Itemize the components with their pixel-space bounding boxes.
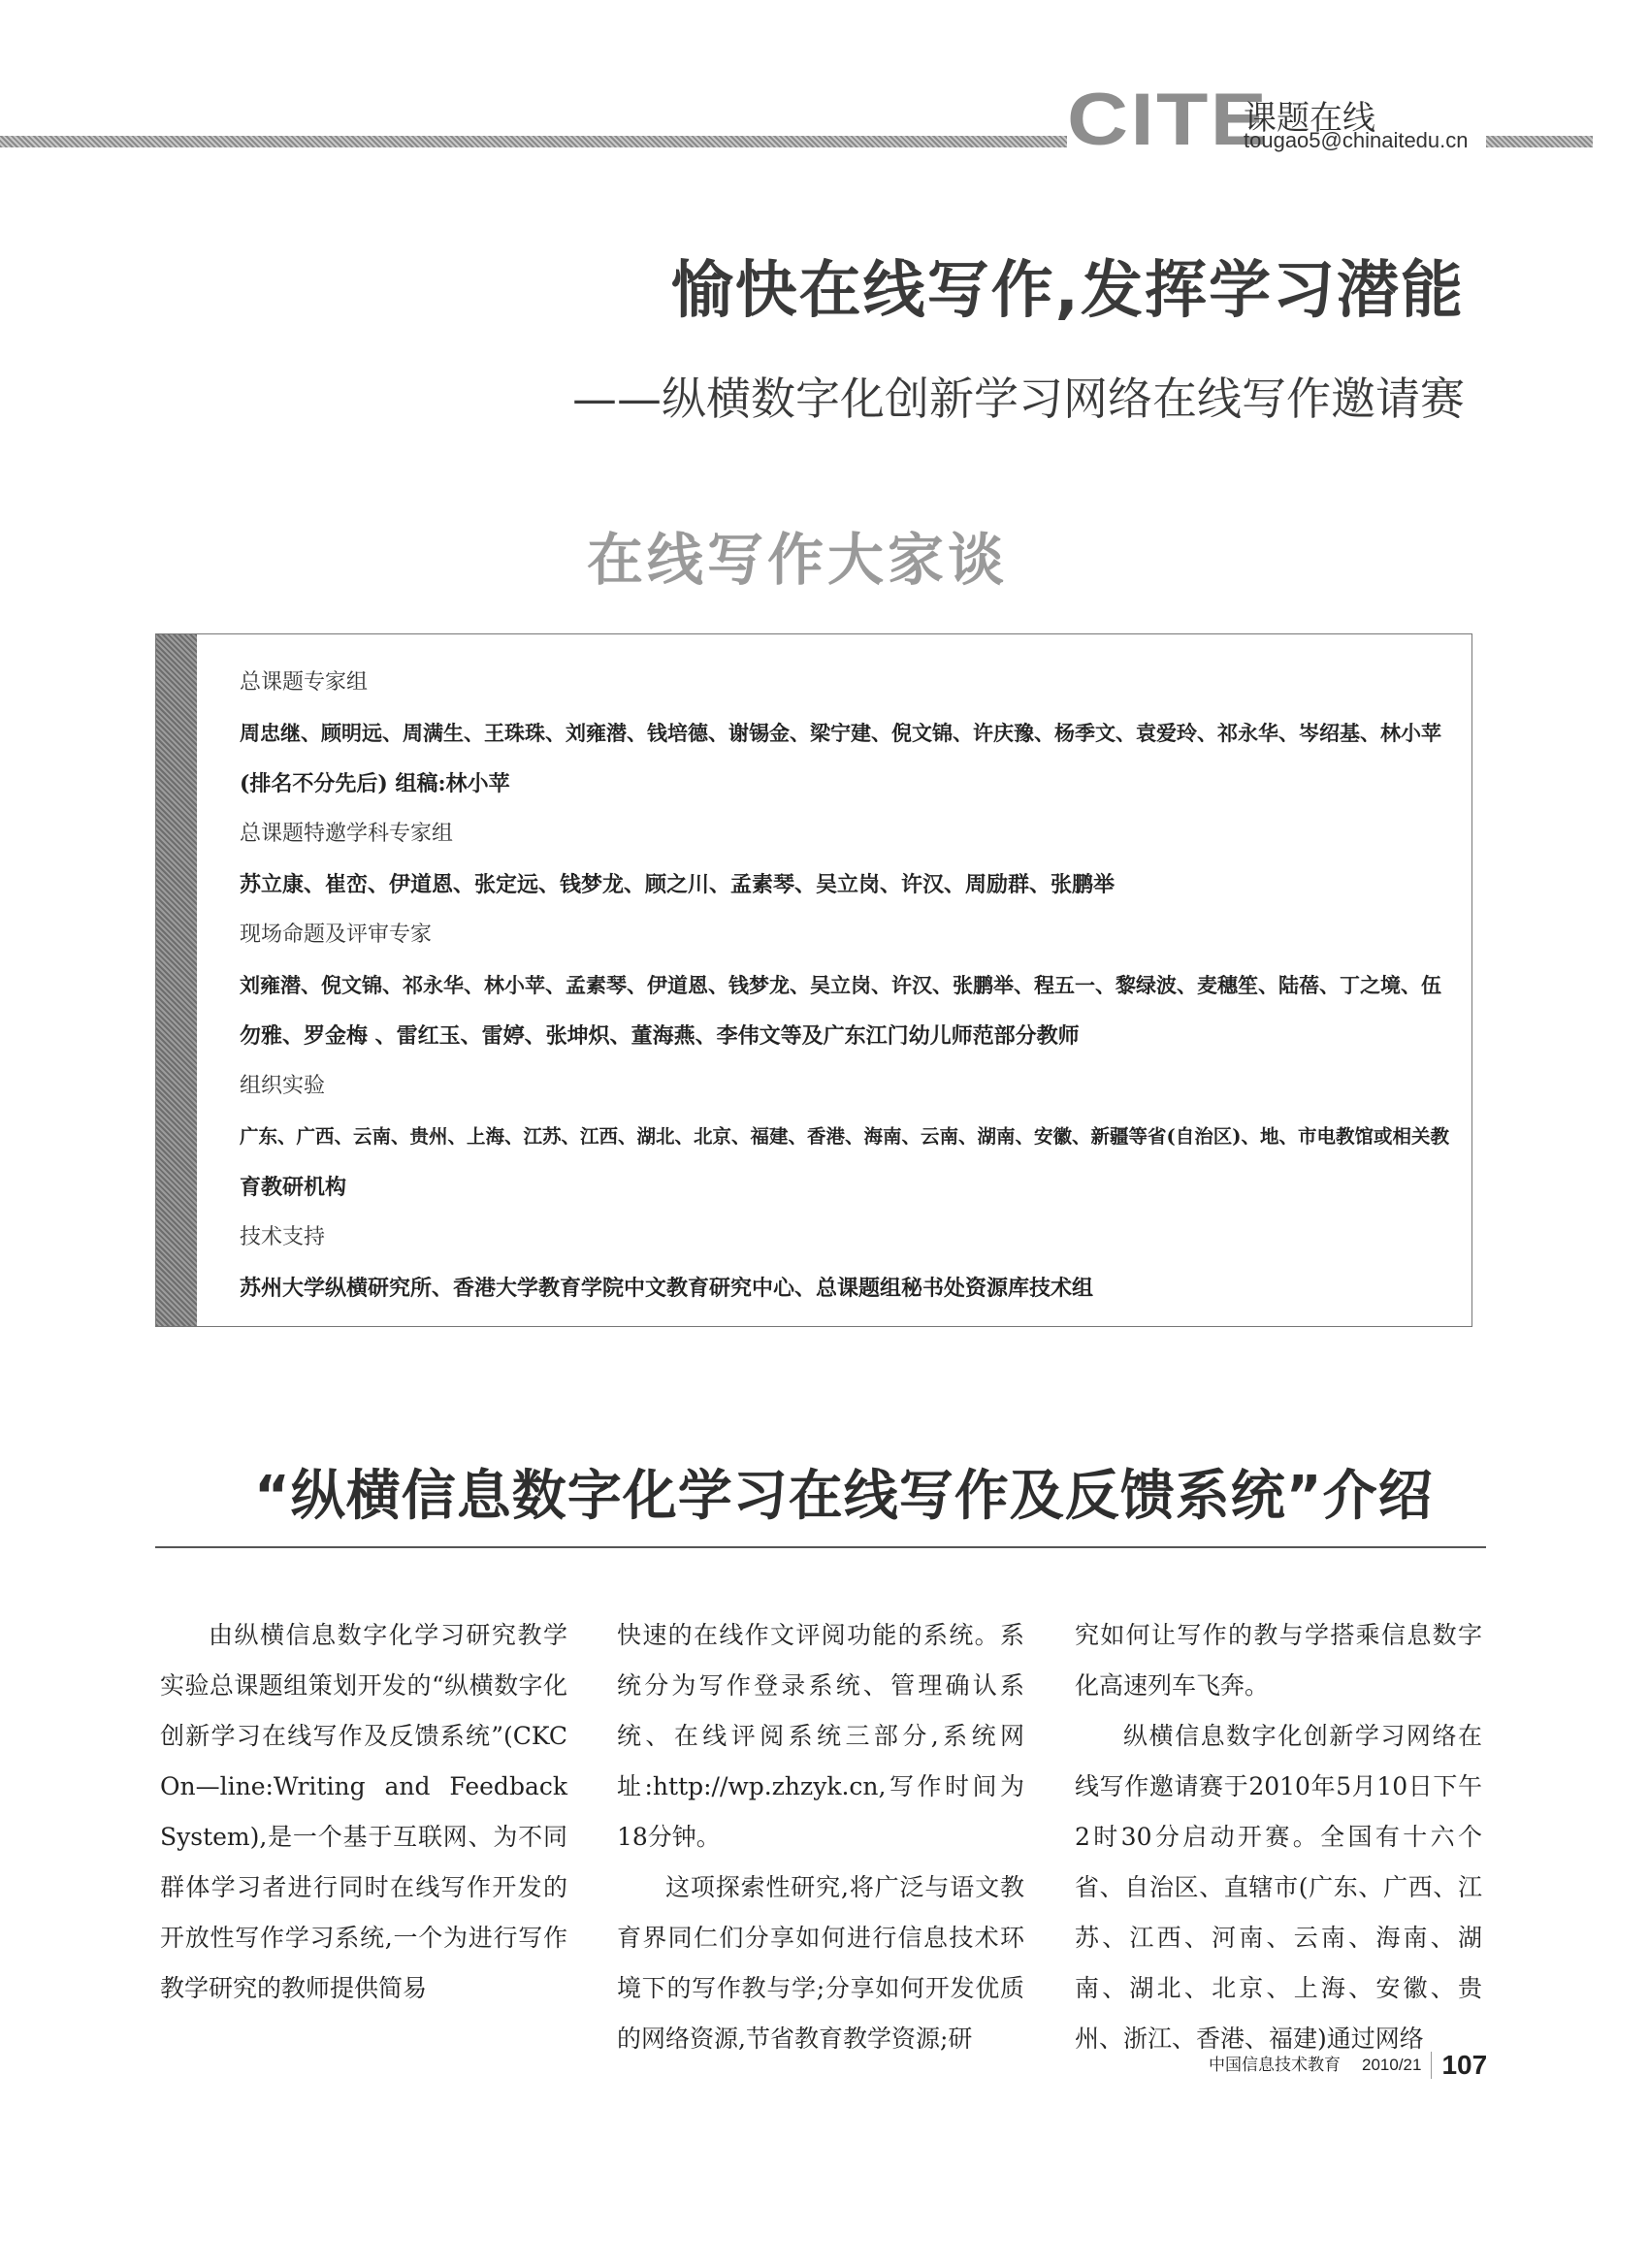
article-subtitle: ——纵横数字化创新学习网络在线写作邀请赛 xyxy=(572,373,1465,425)
group-line: 刘雍潜、倪文锦、祁永华、林小苹、孟素琴、伊道恩、钱梦龙、吴立岗、许汉、张鹏举、程五一、黎绿波、麦穗笙、陆蓓、丁之境、伍 xyxy=(240,973,1441,997)
credits-box xyxy=(155,633,1472,1327)
group-line: 勿雅、罗金梅 、雷红玉、雷婷、张坤炽、董海燕、李伟文等及广东江门幼儿师范部分教师 xyxy=(240,1023,1080,1049)
cite-logo: CITE xyxy=(1067,79,1270,161)
article-title: 愉快在线写作,发挥学习潜能 xyxy=(670,255,1465,327)
body-column-3 xyxy=(1075,1610,1482,2064)
paragraph: 这项探索性研究,将广泛与语文教育界同仁们分享如何进行信息技术环境下的写作教与学;分享如何开发优质的网络资源,节省教育教学资源;研 xyxy=(617,1873,1024,2053)
credits-box-bar xyxy=(156,634,197,1326)
publication-name: 中国信息技术教育 xyxy=(1209,2056,1341,2075)
paragraph: 究如何让写作的教与学搭乘信息数字化高速列车飞奔。 xyxy=(1075,1621,1482,1700)
group-title: 总课题专家组 xyxy=(240,670,369,695)
page-number: 107 xyxy=(1441,2050,1488,2080)
group-title: 技术支持 xyxy=(240,1225,326,1249)
paragraph: 纵横信息数字化创新学习网络在线写作邀请赛于2010年5月10日下午2时30分启动开赛。全国有十六个省、自治区、直辖市(广东、广西、江苏、江西、河南、云南、海南、湖南、湖北、北京、上海、安徽、贵州、浙江、香港、福建)通过网络 xyxy=(1075,1722,1482,2053)
body-column-2 xyxy=(617,1610,1024,2064)
group-line: 广东、广西、云南、贵州、上海、江苏、江西、湖北、北京、福建、香港、海南、云南、湖南、安徽、新疆等省(自治区)、地、市电教馆或相关教 xyxy=(240,1125,1449,1148)
contact-email: tougao5@chinaitedu.cn xyxy=(1244,128,1469,152)
group-line: 周忠继、顾明远、周满生、王珠珠、刘雍潜、钱培德、谢锡金、梁宁建、倪文锦、许庆豫、杨季文、袁爱玲、祁永华、岑绍基、林小苹 xyxy=(240,721,1441,745)
group-line: 苏州大学纵横研究所、香港大学教育学院中文教育研究中心、总课题组秘书处资源库技术组 xyxy=(240,1276,1094,1301)
intro-rule xyxy=(155,1546,1486,1548)
header-rule-right xyxy=(1486,136,1593,147)
paragraph: 由纵横信息数字化学习研究教学实验总课题组策划开发的“纵横数字化创新学习在线写作及反馈系统”(CKC On—line:Writing and Feedback System),是一个基于互联网、为不同群体学习者进行同时在线写作开发的开放性写作学习系统,一个为进行写作教学研究的教师提供简易 xyxy=(160,1621,567,2002)
group-line: 育教研机构 xyxy=(240,1175,347,1200)
header-rule-left xyxy=(0,136,1067,147)
body-column-1 xyxy=(160,1610,567,2014)
group-title: 组织实验 xyxy=(240,1074,326,1098)
page-footer xyxy=(1209,2050,1487,2081)
group-line: (排名不分先后) 组稿:林小苹 xyxy=(240,771,510,796)
footer-divider xyxy=(1431,2052,1432,2079)
paragraph: 快速的在线作文评阅功能的系统。系统分为写作登录系统、管理确认系统、在线评阅系统三部分,系统网址:http://wp.zhzyk.cn,写作时间为18分钟。 xyxy=(617,1621,1024,1851)
section-title: 在线写作大家谈 xyxy=(587,527,1009,593)
intro-title: “纵横信息数字化学习在线写作及反馈系统”介绍 xyxy=(254,1465,1434,1528)
group-line: 苏立康、崔峦、伊道恩、张定远、钱梦龙、顾之川、孟素琴、吴立岗、许汉、周励群、张鹏举 xyxy=(240,872,1116,897)
column-title: 课题在线 xyxy=(1244,99,1375,138)
credits-content xyxy=(240,658,1452,1313)
group-title: 总课题特邀学科专家组 xyxy=(240,822,454,846)
group-title: 现场命题及评审专家 xyxy=(240,923,433,947)
issue-number: 2010/21 xyxy=(1362,2056,1422,2074)
